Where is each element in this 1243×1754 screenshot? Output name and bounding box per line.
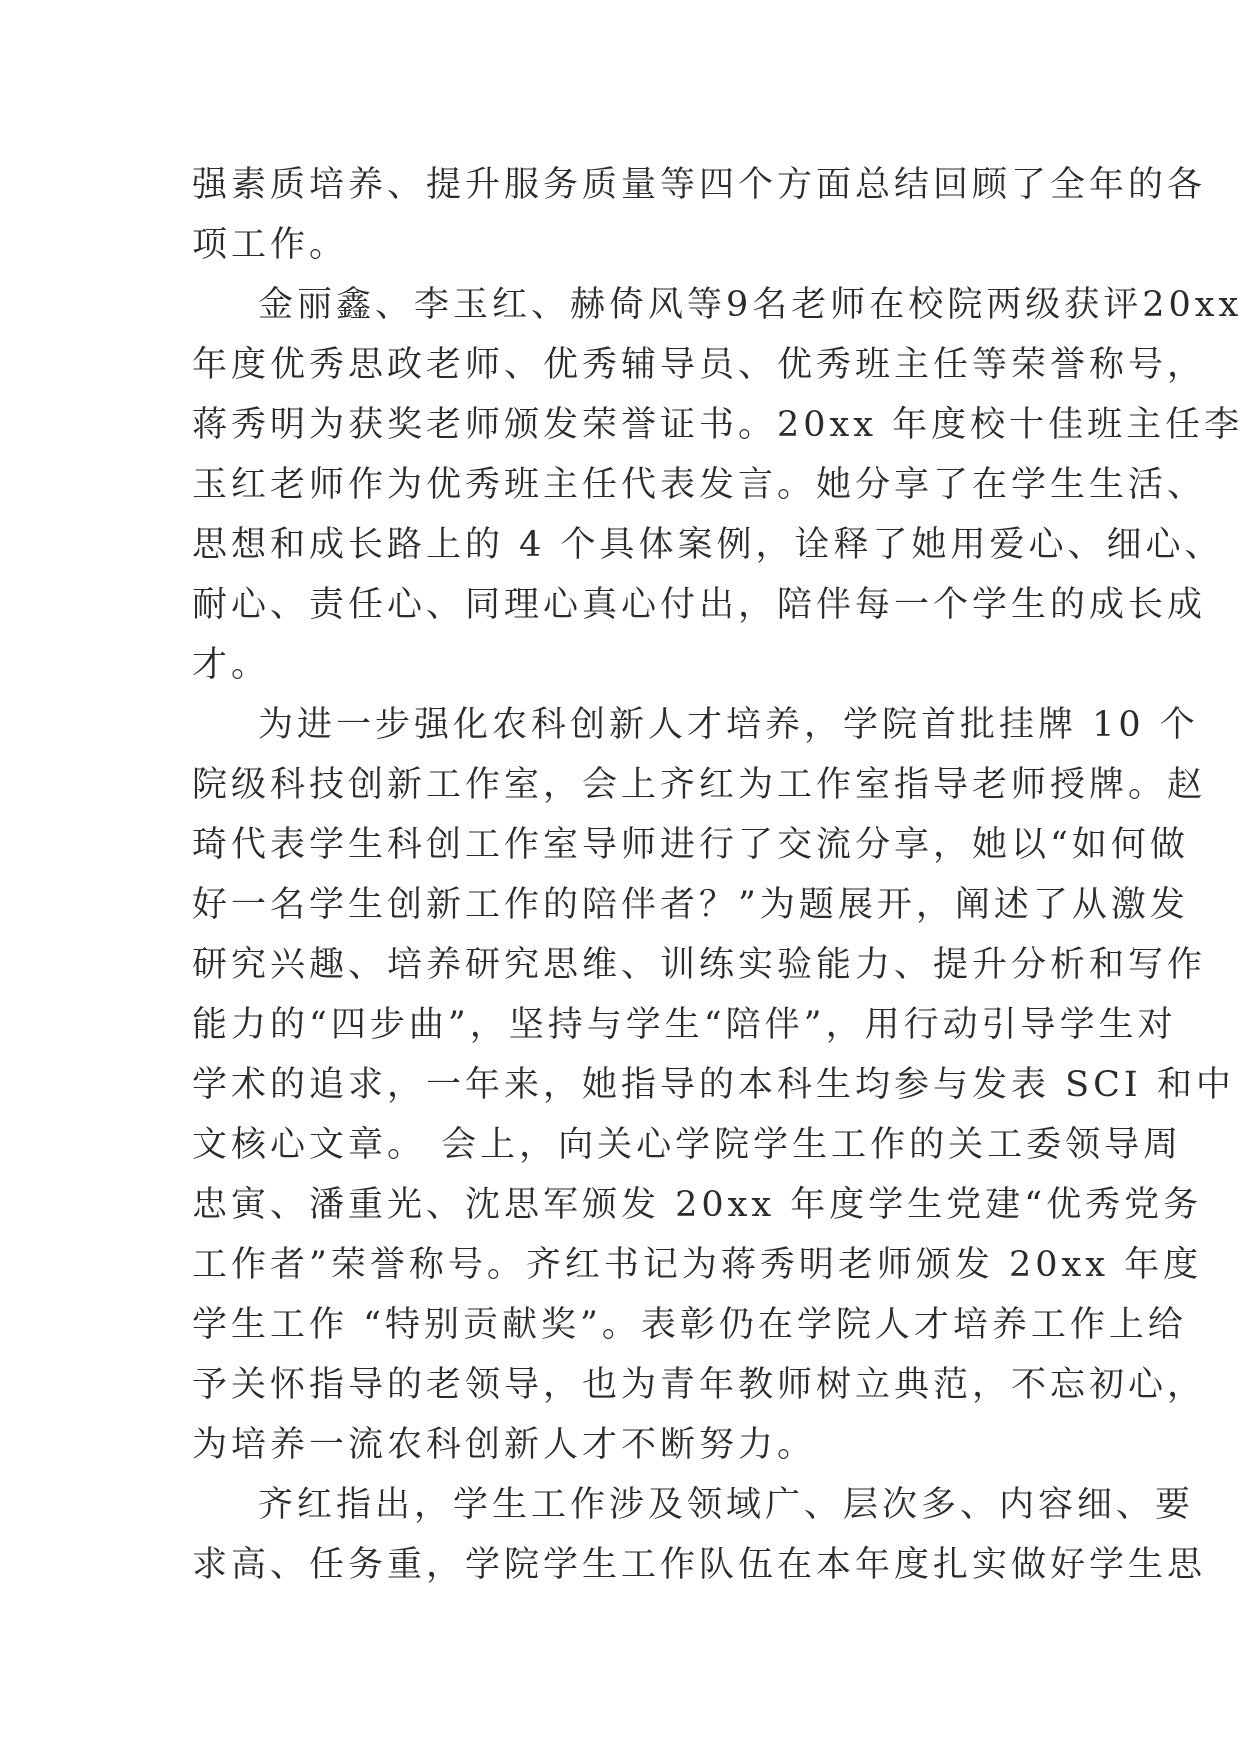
text-line: 学术的追求，一年来，她指导的本科生均参与发表 SCI 和中 <box>192 1065 1235 1105</box>
text-line: 好一名学生创新工作的陪伴者？”为题展开，阐述了从激发 <box>192 885 1189 925</box>
text-line: 予关怀指导的老领导，也为青年教师树立典范，不忘初心， <box>192 1365 1207 1405</box>
text-line: 学生工作 “特别贡献奖”。表彰仍在学院人才培养工作上给 <box>192 1305 1187 1345</box>
text-line: 项工作。 <box>192 225 349 265</box>
text-line: 琦代表学生科创工作室导师进行了交流分享，她以“如何做 <box>192 825 1189 865</box>
text-line: 忠寅、潘重光、沈思军颁发 20xx 年度学生党建“优秀党务 <box>192 1185 1203 1225</box>
body-text <box>192 155 1243 1595</box>
text-line: 金丽鑫、李玉红、赫倚风等9名老师在校院两级获评20xx <box>258 285 1243 325</box>
paragraph <box>192 275 1243 695</box>
text-line: 年度优秀思政老师、优秀辅导员、优秀班主任等荣誉称号， <box>192 345 1207 385</box>
text-line: 思想和成长路上的 4 个具体案例，诠释了她用爱心、细心、 <box>192 525 1224 565</box>
text-line: 蒋秀明为获奖老师颁发荣誉证书。20xx 年度校十佳班主任李 <box>192 405 1243 445</box>
text-line: 耐心、责任心、同理心真心付出，陪伴每一个学生的成长成 <box>192 585 1207 625</box>
text-line: 工作者”荣誉称号。齐红书记为蒋秀明老师颁发 20xx 年度 <box>192 1245 1203 1285</box>
text-line: 院级科技创新工作室，会上齐红为工作室指导老师授牌。赵 <box>192 765 1207 805</box>
paragraph <box>192 695 1235 1475</box>
text-line: 齐红指出，学生工作涉及领域广、层次多、内容细、要 <box>258 1485 1195 1525</box>
paragraph <box>192 1475 1207 1595</box>
text-line: 能力的“四步曲”，坚持与学生“陪伴”，用行动引导学生对 <box>192 1005 1177 1045</box>
text-line: 强素质培养、提升服务质量等四个方面总结回顾了全年的各 <box>192 165 1207 205</box>
text-line: 文核心文章。 会上，向关心学院学生工作的关工委领导周 <box>192 1125 1183 1165</box>
text-line: 求高、任务重，学院学生工作队伍在本年度扎实做好学生思 <box>192 1545 1207 1585</box>
text-line: 为进一步强化农科创新人才培养，学院首批挂牌 10 个 <box>258 705 1199 745</box>
text-line: 才。 <box>192 645 271 685</box>
paragraph <box>192 155 1207 275</box>
text-line: 玉红老师作为优秀班主任代表发言。她分享了在学生生活、 <box>192 465 1207 505</box>
text-line: 研究兴趣、培养研究思维、训练实验能力、提升分析和写作 <box>192 945 1207 985</box>
text-line: 为培养一流农科创新人才不断努力。 <box>192 1425 817 1465</box>
